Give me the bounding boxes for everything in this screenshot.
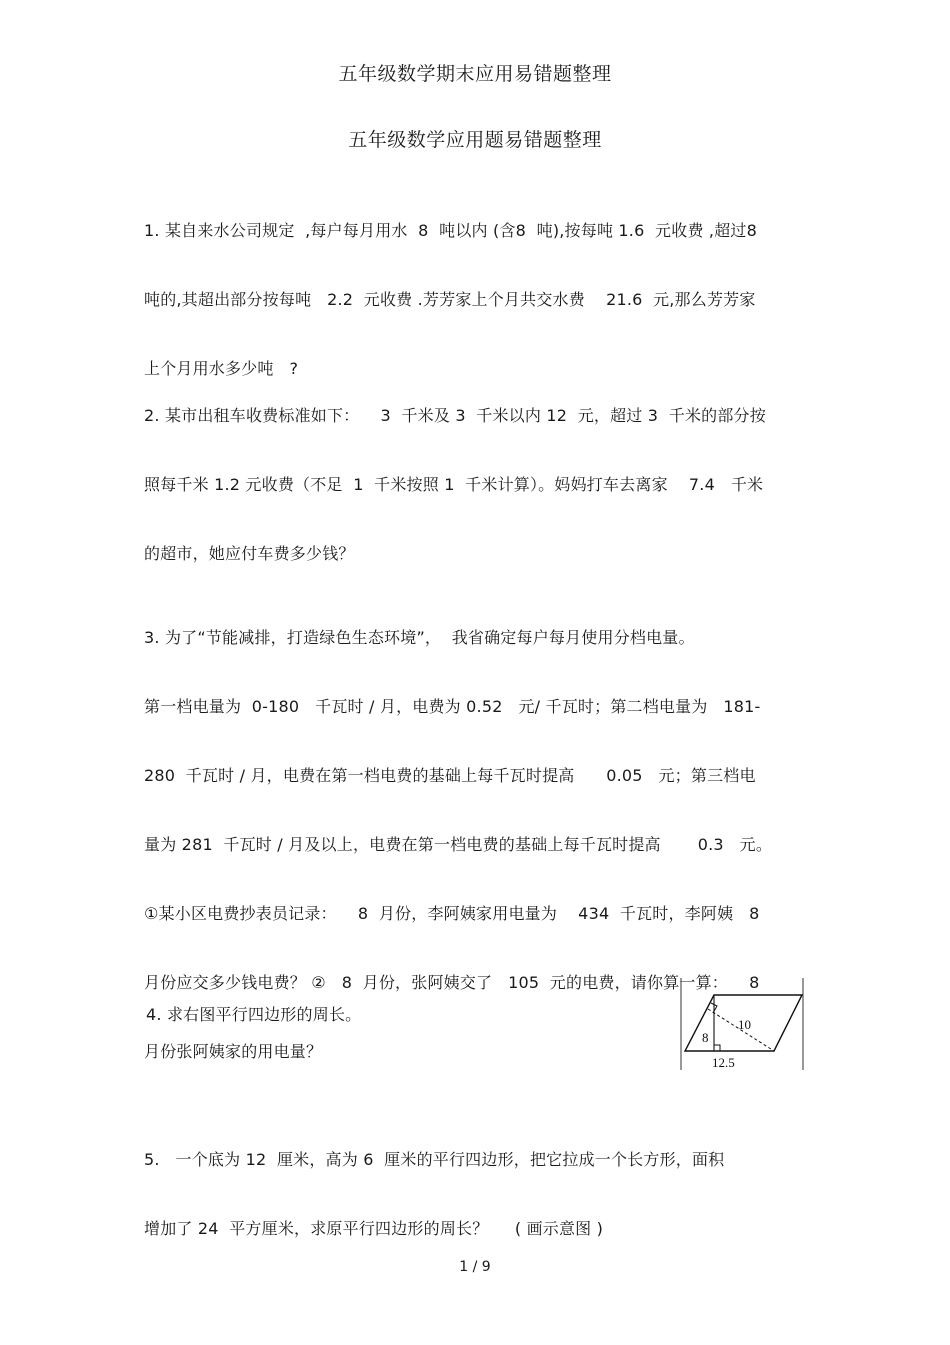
question-2-line-3: 的超市，她应付车费多少钱？	[144, 544, 355, 563]
question-3-line-1: 3. 为了“节能减排，打造绿色生态环境”， 我省确定每户每月使用分档电量。	[144, 628, 695, 647]
question-2-line-1: 2. 某市出租车收费标准如下： 3 千米及 3 千米以内 12 元，超过 3 千米的部分按	[144, 406, 766, 425]
parallelogram-figure	[680, 976, 804, 1072]
question-3-line-7: 月份张阿姨家的用电量？	[144, 1042, 323, 1061]
figure-label-height: 8	[702, 1030, 709, 1045]
question-3-line-5: ①某小区电费抄表员记录： 8 月份，李阿姨家用电量为 434 千瓦时，李阿姨 8	[144, 904, 760, 923]
question-5-line-1: 5. 一个底为 12 厘米，高为 6 厘米的平行四边形，把它拉成一个长方形，面积	[144, 1150, 725, 1169]
question-5	[144, 1102, 808, 1263]
figure-label-base: 12.5	[712, 1055, 735, 1070]
question-4-line-1: 4. 求右图平行四边形的周长。	[146, 1005, 362, 1024]
question-3-line-2: 第一档电量为 0-180 千瓦时 / 月，电费为 0.52 元/ 千瓦时；第二档电量为 181-	[144, 697, 761, 716]
figure-label-side-height: 10	[738, 1017, 751, 1032]
page-number: 1 / 9	[459, 1259, 491, 1275]
question-3-line-3: 280 千瓦时 / 月，电费在第一档电费的基础上每千瓦时提高 0.05 元；第三档电	[144, 766, 756, 785]
question-1-line-1: 1. 某自来水公司规定 ,每户每月用水 8 吨以内 (含8 吨),按每吨 1.6 元收费 ,超过8	[144, 221, 757, 240]
question-2	[144, 358, 808, 588]
question-3-line-6: 月份应交多少钱电费？ ② 8 月份，张阿姨交了 105 元的电费，请你算一算： 8	[144, 973, 760, 992]
document-subtitle: 五年级数学应用题易错题整理	[348, 129, 602, 151]
question-1-line-3: 上个月用水多少吨 ?	[144, 359, 299, 378]
question-1-line-2: 吨的,其超出部分按每吨 2.2 元收费 .芳芳家上个月共交水费 21.6 元,那么芳芳家	[144, 290, 756, 309]
question-3-line-4: 量为 281 千瓦时 / 月及以上，电费在第一档电费的基础上每千瓦时提高 0.3 元。	[144, 835, 773, 854]
question-5-line-2: 增加了 24 平方厘米，求原平行四边形的周长？ ( 画示意图 )	[144, 1219, 604, 1238]
question-2-line-2: 照每千米 1.2 元收费（不足 1 千米按照 1 千米计算）。妈妈打车去离家 7.4 千米	[144, 475, 764, 494]
document-title: 五年级数学期末应用易错题整理	[338, 63, 612, 85]
